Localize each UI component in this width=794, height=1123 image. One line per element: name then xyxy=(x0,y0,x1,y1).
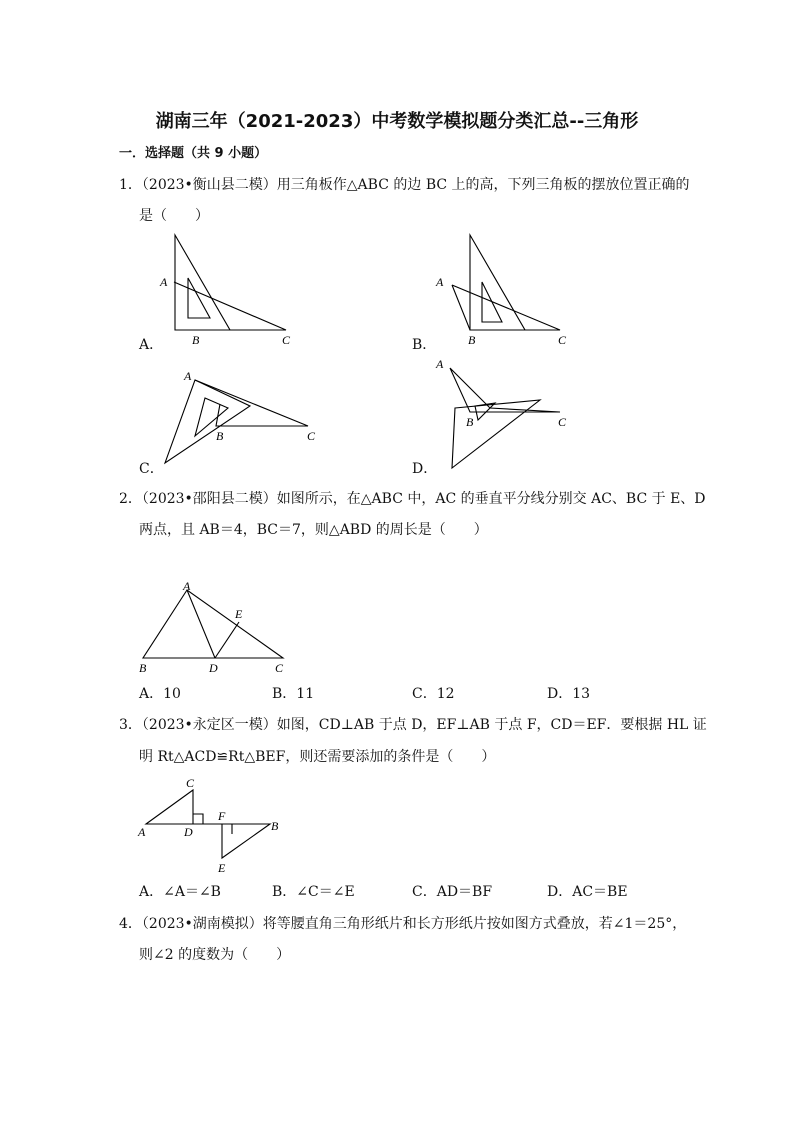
q1d-label-b: B xyxy=(466,415,474,429)
q1-stem-line1: 1．（2023•衡山县二模）用三角板作△ABC 的边 BC 上的高，下列三角板的摆放位置正确的 xyxy=(119,177,690,193)
q1-figure-b xyxy=(430,230,580,345)
q2-stem-line2: 两点，且 AB＝4，BC＝7，则△ABD 的周长是（ ） xyxy=(139,522,488,538)
q4-stem-line1: 4．（2023•湖南模拟）将等腰直角三角形纸片和长方形纸片按如图方式叠放，若∠1＝25°， xyxy=(119,916,687,932)
q3-label-a: A xyxy=(138,825,146,839)
q1d-label-c: C xyxy=(558,415,567,429)
q3-label-f: F xyxy=(218,809,226,823)
q1b-label-c: C xyxy=(558,333,567,347)
q2-option-a: A．10 xyxy=(139,686,181,702)
q1-option-d: D． xyxy=(412,461,438,477)
q2-label-e: E xyxy=(235,607,243,621)
q2-label-b: B xyxy=(139,661,147,675)
q2-label-a: A xyxy=(183,579,191,593)
q1a-label-c: C xyxy=(282,333,291,347)
q3-option-a: A．∠A＝∠B xyxy=(139,884,221,900)
q1a-label-a: A xyxy=(160,275,168,289)
q3-stem-line2: 明 Rt△ACD≌Rt△BEF，则还需要添加的条件是（ ） xyxy=(139,749,496,765)
q2-option-d: D．13 xyxy=(547,686,591,702)
q3-label-c: C xyxy=(186,776,195,790)
q2-option-b: B．11 xyxy=(272,686,315,702)
q1-figure-a xyxy=(150,230,310,345)
q2-label-d: D xyxy=(209,661,218,675)
q3-label-d: D xyxy=(184,825,193,839)
page-title: 湖南三年（2021-2023）中考数学模拟题分类汇总--三角形 xyxy=(155,111,639,132)
q3-figure xyxy=(138,772,298,877)
q1c-label-b: B xyxy=(216,429,224,443)
q3-option-b: B．∠C＝∠E xyxy=(272,884,355,900)
q1a-label-b: B xyxy=(192,333,200,347)
q1d-label-a: A xyxy=(436,357,444,371)
q1-option-c: C． xyxy=(139,461,164,477)
q1-figure-d xyxy=(430,357,580,470)
q1-option-a: A． xyxy=(139,337,164,353)
q4-stem-line2: 则∠2 的度数为（ ） xyxy=(139,947,291,963)
q3-label-e: E xyxy=(218,861,226,875)
section-heading: 一．选择题（共 9 小题） xyxy=(119,146,268,161)
q3-option-c: C．AD＝BF xyxy=(412,884,493,900)
q2-label-c: C xyxy=(275,661,284,675)
q1b-label-a: A xyxy=(436,275,444,289)
q3-stem-line1: 3．（2023•永定区一模）如图，CD⊥AB 于点 D，EF⊥AB 于点 F，CD＝EF．要根据 HL 证 xyxy=(119,717,707,733)
q1b-label-b: B xyxy=(468,333,476,347)
q2-stem-line1: 2．（2023•邵阳县二模）如图所示，在△ABC 中，AC 的垂直平分线分别交 AC、BC 于 E、D xyxy=(119,491,706,507)
q1-option-b: B． xyxy=(412,337,437,353)
q3-option-d: D．AC＝BE xyxy=(547,884,628,900)
q2-figure xyxy=(135,578,295,678)
q1c-label-c: C xyxy=(307,429,316,443)
q1c-label-a: A xyxy=(184,369,192,383)
q1-stem-line2: 是（ ） xyxy=(139,208,209,224)
q2-option-c: C．12 xyxy=(412,686,455,702)
q1-figure-c xyxy=(150,368,325,468)
q3-label-b: B xyxy=(271,819,279,833)
